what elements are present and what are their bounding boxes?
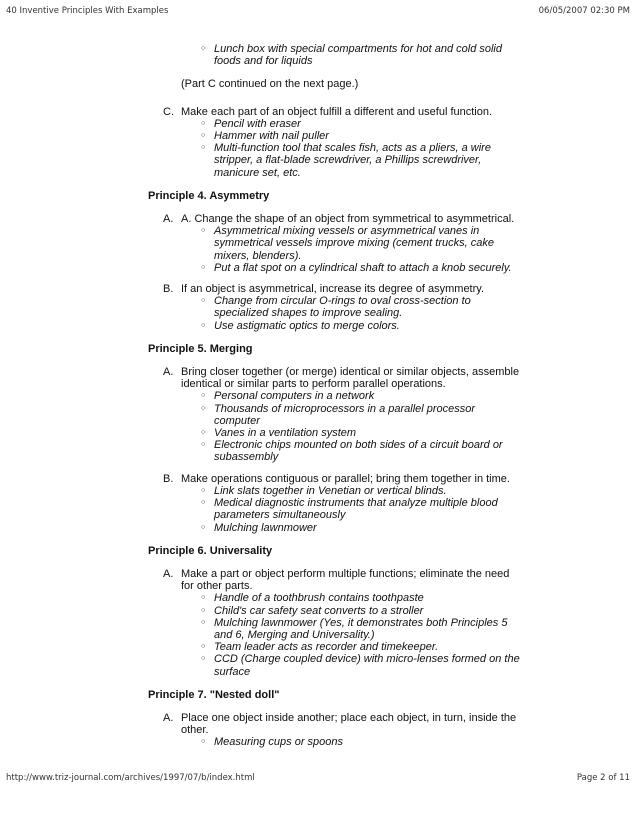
list-item: ○ Link slats together in Venetian or vertical blinds. [148, 485, 520, 497]
list-item: ○ Child's car safety seat converts to a stroller [148, 605, 520, 617]
subprinciple-item [148, 213, 520, 225]
list-item: ○ Use astigmatic optics to merge colors. [148, 320, 520, 332]
subprinciple-item [148, 473, 520, 485]
list-item: ○ Change from circular O-rings to oval cross-section to specialized shapes to improve sealing. [148, 295, 520, 319]
list-marker: A. [163, 366, 174, 379]
list-marker: A. [163, 711, 174, 724]
header-title: 40 Inventive Principles With Examples [6, 6, 169, 16]
list-item: ○ Handle of a toothbrush contains toothpaste [148, 592, 520, 604]
subprinciple-text: If an object is asymmetrical, increase its degree of asymmetry. [181, 283, 485, 296]
document-body [148, 43, 520, 749]
subprinciple-text: Place one object inside another; place each object, in turn, inside the other. [181, 711, 517, 737]
subprinciple-item [148, 106, 520, 118]
list-item: ○ Thousands of microprocessors in a parallel processor computer [148, 403, 520, 427]
subprinciple-item [148, 366, 520, 390]
list-item: ○ Hammer with nail puller [148, 130, 520, 142]
footer-page-number: Page 2 of 11 [576, 773, 630, 783]
list-item: ○ Measuring cups or spoons [148, 736, 520, 748]
list-marker: C. [163, 105, 174, 118]
list-item: ○ Put a flat spot on a cylindrical shaft to attach a knob securely. [148, 262, 520, 274]
header-datetime: 06/05/2007 02:30 PM [538, 6, 630, 16]
list-item: ○ Pencil with eraser [148, 118, 520, 130]
continuation-note: (Part C continued on the next page.) [181, 78, 359, 91]
subprinciple-text: Bring closer together (or merge) identical or similar objects, assemble identical or similar parts to perform parallel operations. [181, 366, 520, 391]
subprinciple-text: Make a part or object perform multiple functions; eliminate the need for other parts. [181, 567, 510, 593]
list-item: ○ Multi-function tool that scales fish, acts as a pliers, a wire stripper, a flat-blade screwdriver, a Phillips screwdriver, manicure set, etc. [148, 142, 520, 179]
list-item: ○ Mulching lawnmower [148, 522, 520, 534]
subprinciple-item [148, 712, 520, 736]
principle-heading: Principle 6. Universality [148, 544, 273, 557]
principle-heading: Principle 7. "Nested doll" [148, 688, 280, 701]
list-marker: A. [163, 567, 174, 580]
list-item: ○ CCD (Charge coupled device) with micro-lenses formed on the surface [148, 653, 520, 677]
list-item: ○ Lunch box with special compartments for hot and cold solid foods and for liquids [148, 43, 520, 67]
list-marker: A. [163, 213, 174, 226]
footer-url: http://www.triz-journal.com/archives/1997/07/b/index.html [6, 773, 255, 783]
list-item: ○ Team leader acts as recorder and timekeeper. [148, 641, 520, 653]
subprinciple-text: Make each part of an object fulfill a different and useful function. [181, 105, 493, 118]
subprinciple-item [148, 568, 520, 592]
list-item: ○ Medical diagnostic instruments that analyze multiple blood parameters simultaneously [148, 497, 520, 521]
list-item: ○ Mulching lawnmower (Yes, it demonstrates both Principles 5 and 6, Merging and Universality.) [148, 617, 520, 641]
list-marker: B. [163, 283, 174, 296]
principle-heading: Principle 4. Asymmetry [148, 189, 270, 202]
principle-heading: Principle 5. Merging [148, 342, 253, 355]
list-marker: B. [163, 472, 174, 485]
list-item: ○ Asymmetrical mixing vessels or asymmetrical vanes in symmetrical vessels improve mixing (cement trucks, cake mixers, blenders). [148, 225, 520, 262]
list-item: ○ Vanes in a ventilation system [148, 427, 520, 439]
list-item: ○ Electronic chips mounted on both sides of a circuit board or subassembly [148, 439, 520, 463]
subprinciple-text: Make operations contiguous or parallel; bring them together in time. [181, 472, 510, 485]
list-item: ○ Personal computers in a network [148, 390, 520, 402]
subprinciple-text: A. Change the shape of an object from symmetrical to asymmetrical. [181, 213, 515, 226]
subprinciple-item [148, 283, 520, 295]
